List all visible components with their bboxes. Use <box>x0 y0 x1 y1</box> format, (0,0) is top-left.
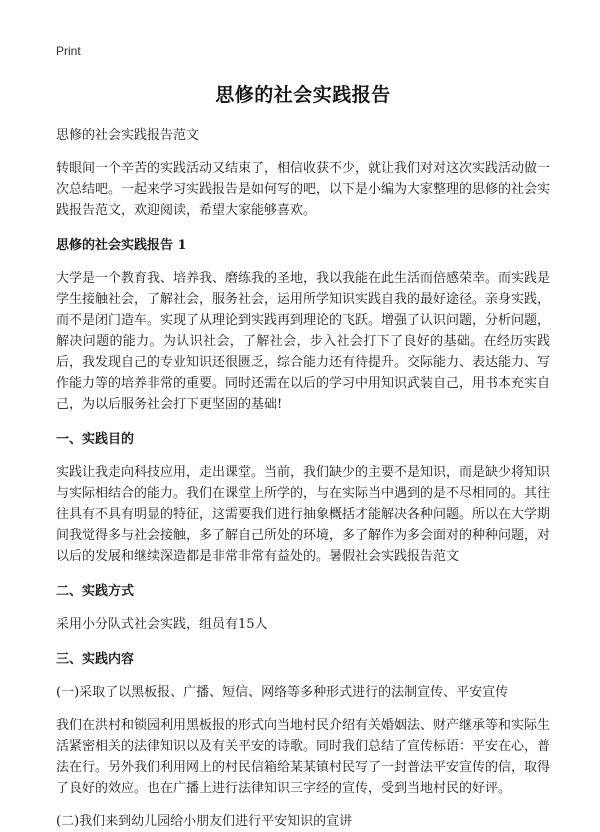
report-section-heading: 思修的社会实践报告 1 <box>56 238 187 253</box>
print-label: Print <box>56 44 81 58</box>
document-subtitle: 思修的社会实践报告范文 <box>56 128 200 143</box>
method-paragraph: 采用小分队式社会实践，组员有15人 <box>56 617 268 632</box>
purpose-paragraph: 实践让我走向科技应用，走出课堂。当前，我们缺少的主要不是知识，而是缺少将知识与实际相结合的能力。我们在课堂上所学的，与在实际当中遇到的是不尽相同的。其往往具有不具有明显的特征，这需要我们进行抽象概括才能解决各种问题。所以在大学期间我觉得多与社会接触，多了解自己所处的环境，多了解作为多会面对的种种问题，对以后的发展和继续深造都是非常非常有益处的。暑假社会实践报告范文 <box>56 465 551 564</box>
intro-paragraph: 转眼间一个辛苦的实践活动又结束了，相信收获不少，就让我们对对这次实践活动做一次总结吧。一起来学习实践报告是如何写的吧，以下是小编为大家整理的思修的社会实践报告范文，欢迎阅读，希望大家能够喜欢。 <box>56 161 551 218</box>
purpose-heading: 一、实践目的 <box>56 432 135 447</box>
method-heading: 二、实践方式 <box>56 584 135 599</box>
content-heading: 三、实践内容 <box>56 652 135 667</box>
content-paragraph: 我们在洪村和锁园利用黑板报的形式向当地村民介绍有关婚姻法、财产继承等和实际生活紧密相关的法律知识以及有关平安的诗歌。同时我们总结了宣传标语：平安在心，普法在行。另外我们利用网上的村民信箱给某某镇村民写了一封普法平安宣传的信，取得了良好的效应。也在广播上进行法律知识三字经的宣传，受到当地村民的好评。 <box>56 718 551 796</box>
content-item-1: (一)采取了以黑板报、广播、短信、网络等多种形式进行的法制宣传、平安宣传 <box>56 685 509 700</box>
document-title: 思修的社会实践报告 <box>215 84 391 106</box>
report-paragraph: 大学是一个教育我、培养我、磨练我的圣地，我以我能在此生活而倍感荣幸。而实践是学生接触社会，了解社会，服务社会，运用所学知识实践自我的最好途径。亲身实践，而不是闭门造车。实现了从理论到实践再到理论的飞跃。增强了认识问题，分析问题，解决问题的能力。为认识社会，了解社会，步入社会打下了良好的基础。在经历实践后，我发现自己的专业知识还很匮乏，综合能力还有待提升。交际能力、表达能力、写作能力等的培养非常的重要。同时还需在以后的学习中用知识武装自己，用书本充实自己，为以后服务社会打下更坚固的基础! <box>56 271 551 412</box>
content-item-2: (二)我们来到幼儿园给小朋友们进行平安知识的宣讲 <box>56 814 353 829</box>
